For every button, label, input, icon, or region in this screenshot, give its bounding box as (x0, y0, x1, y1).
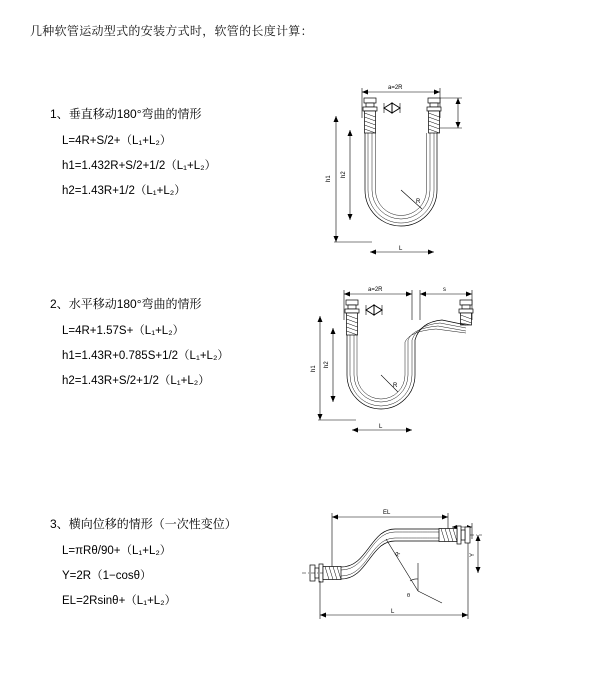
section-1-title-text: 垂直移动180°弯曲的情形 (68, 107, 202, 121)
section-1-number: 1、 (50, 107, 69, 121)
section-3-formula-2: Y=2R（1−cosθ） (62, 570, 152, 582)
section-3-title (50, 515, 310, 532)
label-a-2r-2: a=2R (368, 287, 383, 293)
vertical-180-bend-diagram (300, 70, 490, 270)
section-2-figure (300, 280, 500, 450)
label-r: R (416, 199, 421, 205)
section-2-formula-3: h2=1.43R+S/2+1/2（L₁+L₂） (62, 375, 210, 387)
label-l-2: L (379, 424, 383, 430)
label-a-2r: a=2R (388, 85, 403, 91)
label-l: L (399, 246, 403, 252)
label-y: Y (470, 552, 476, 557)
label-el: EL (383, 510, 391, 516)
label-l-3: L (391, 609, 395, 615)
label-theta: θ (407, 593, 411, 599)
section-3-formula-1: L=πRθ/90+（L₁+L₂） (62, 545, 172, 557)
label-h1-2: h1 (311, 365, 317, 372)
section-2-title (50, 295, 310, 312)
section-2-text (50, 295, 310, 397)
label-h2: h2 (341, 171, 347, 178)
section-3-text (50, 515, 310, 617)
section-3-formula-3: EL=2Rsinθ+（L₁+L₂） (62, 595, 177, 607)
label-r-3: R (394, 551, 402, 559)
label-h2-2: h2 (324, 361, 330, 368)
section-1-formula-1: L=4R+S/2+（L₁+L₂） (62, 135, 172, 147)
label-s: s (443, 287, 446, 293)
page-title: 几种软管运动型式的安装方式时，软管的长度计算： (30, 24, 313, 38)
section-1-formula-2: h1=1.432R+S/2+1/2（L₁+L₂） (62, 160, 217, 172)
section-3-number: 3、 (50, 517, 69, 531)
section-2-formula-2: h1=1.43R+0.785S+1/2（L₁+L₂） (62, 350, 229, 362)
horizontal-180-bend-diagram (300, 280, 500, 450)
label-h1: h1 (326, 175, 332, 182)
section-2-formula-1: L=4R+1.57S+（L₁+L₂） (62, 325, 185, 337)
section-3-title-text: 横向位移的情形（一次性变位） (68, 517, 237, 531)
section-1-formula-3: h2=1.43R+1/2（L₁+L₂） (62, 185, 186, 197)
section-1-figure (300, 70, 490, 270)
section-2-title-text: 水平移动180°弯曲的情形 (68, 297, 202, 311)
section-1-title (50, 105, 310, 122)
section-2-number: 2、 (50, 297, 69, 311)
section-3-figure (290, 505, 490, 635)
lateral-offset-diagram (290, 505, 490, 635)
label-r-2: R (393, 383, 398, 389)
section-1-text (50, 105, 310, 207)
